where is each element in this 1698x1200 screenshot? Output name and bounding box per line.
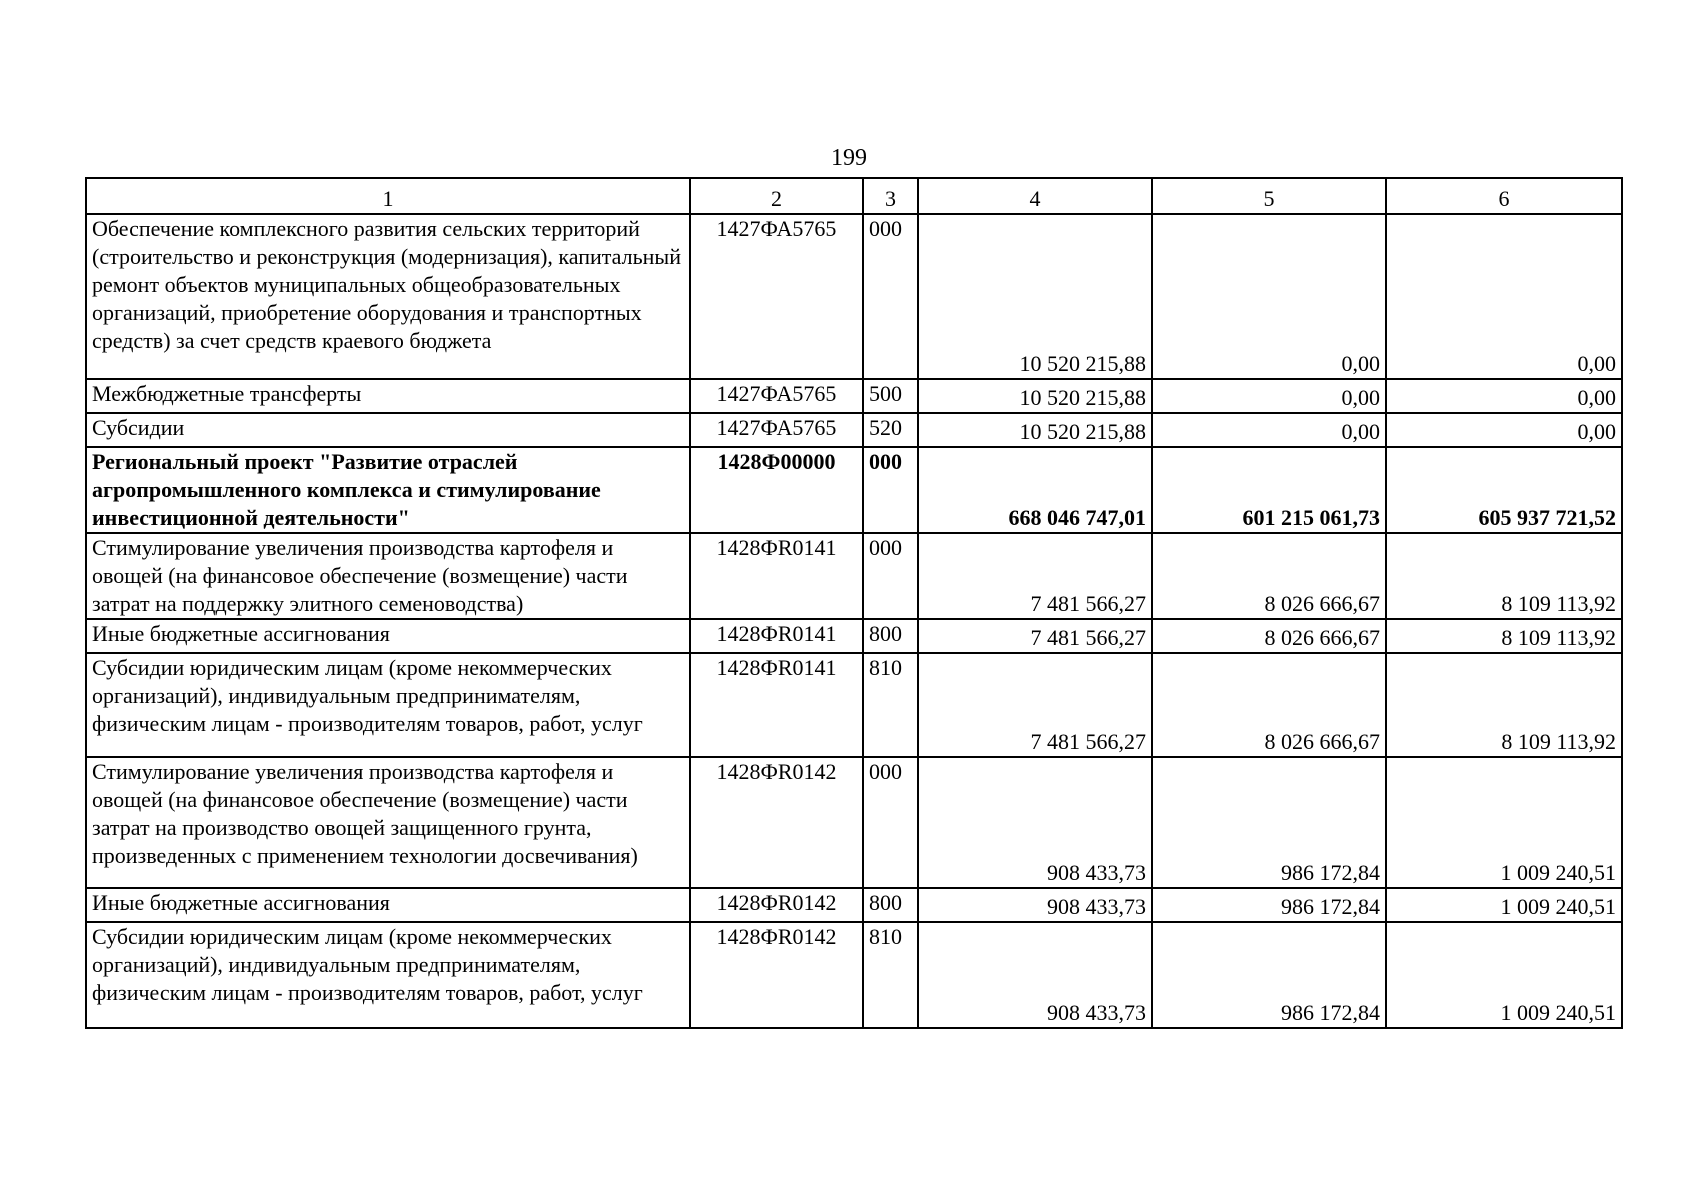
row-amount-col5: 8 026 666,67 — [1152, 619, 1386, 653]
row-amount-col4: 10 520 215,88 — [918, 214, 1152, 379]
row-amount-col5: 8 026 666,67 — [1152, 533, 1386, 619]
table-header — [86, 178, 1622, 214]
row-amount-col6: 1 009 240,51 — [1386, 888, 1622, 922]
row-amount-col6: 1 009 240,51 — [1386, 757, 1622, 888]
header-row — [86, 178, 1622, 214]
row-amount-col5: 0,00 — [1152, 413, 1386, 447]
column-header-type: 3 — [863, 178, 918, 214]
row-code: 1428ФR0141 — [690, 533, 863, 619]
row-expense-type: 000 — [863, 533, 918, 619]
row-amount-col6: 605 937 721,52 — [1386, 447, 1622, 533]
table-row — [86, 214, 1622, 379]
row-amount-col6: 0,00 — [1386, 214, 1622, 379]
table-row — [86, 922, 1622, 1028]
row-amount-col5: 986 172,84 — [1152, 757, 1386, 888]
row-expense-type: 000 — [863, 214, 918, 379]
table-row — [86, 888, 1622, 922]
row-amount-col4: 7 481 566,27 — [918, 619, 1152, 653]
table-row — [86, 757, 1622, 888]
row-amount-col5: 986 172,84 — [1152, 922, 1386, 1028]
row-code: 1427ФА5765 — [690, 413, 863, 447]
table-row — [86, 653, 1622, 757]
column-header-year1: 4 — [918, 178, 1152, 214]
row-code: 1428ФR0142 — [690, 888, 863, 922]
row-amount-col4: 668 046 747,01 — [918, 447, 1152, 533]
page-number: 199 — [831, 145, 867, 171]
row-amount-col6: 8 109 113,92 — [1386, 533, 1622, 619]
row-amount-col4: 10 520 215,88 — [918, 413, 1152, 447]
row-expense-type: 000 — [863, 757, 918, 888]
row-expense-type: 500 — [863, 379, 918, 413]
column-header-name: 1 — [86, 178, 690, 214]
row-amount-col5: 0,00 — [1152, 214, 1386, 379]
column-header-year2: 5 — [1152, 178, 1386, 214]
table-row — [86, 413, 1622, 447]
row-expense-type: 800 — [863, 619, 918, 653]
row-amount-col4: 908 433,73 — [918, 757, 1152, 888]
row-name: Субсидии юридическим лицам (кроме некоммерческих организаций), индивидуальным предпринимателям, физическим лицам - производителям товаров, работ, услуг — [86, 922, 690, 1028]
row-name: Региональный проект "Развитие отраслей агропромышленного комплекса и стимулирование инвестиционной деятельности" — [86, 447, 690, 533]
row-amount-col5: 8 026 666,67 — [1152, 653, 1386, 757]
row-amount-col6: 0,00 — [1386, 413, 1622, 447]
row-name: Субсидии — [86, 413, 690, 447]
row-amount-col5: 601 215 061,73 — [1152, 447, 1386, 533]
row-expense-type: 810 — [863, 922, 918, 1028]
row-amount-col4: 908 433,73 — [918, 888, 1152, 922]
row-amount-col6: 8 109 113,92 — [1386, 619, 1622, 653]
row-name: Субсидии юридическим лицам (кроме некоммерческих организаций), индивидуальным предпринимателям, физическим лицам - производителям товаров, работ, услуг — [86, 653, 690, 757]
row-name: Иные бюджетные ассигнования — [86, 888, 690, 922]
row-code: 1428ФR0142 — [690, 757, 863, 888]
row-name: Иные бюджетные ассигнования — [86, 619, 690, 653]
row-code: 1428ФR0141 — [690, 653, 863, 757]
row-amount-col4: 7 481 566,27 — [918, 653, 1152, 757]
row-expense-type: 800 — [863, 888, 918, 922]
row-code: 1427ФА5765 — [690, 214, 863, 379]
row-expense-type: 000 — [863, 447, 918, 533]
row-amount-col4: 7 481 566,27 — [918, 533, 1152, 619]
row-amount-col4: 10 520 215,88 — [918, 379, 1152, 413]
table-body — [86, 214, 1622, 1028]
row-amount-col6: 1 009 240,51 — [1386, 922, 1622, 1028]
row-name: Обеспечение комплексного развития сельских территорий (строительство и реконструкция (модернизация), капитальный ремонт объектов муниципальных общеобразовательных организаций, приобретение оборудования и транспортных средств) за счет средств краевого бюджета — [86, 214, 690, 379]
row-amount-col6: 0,00 — [1386, 379, 1622, 413]
row-amount-col6: 8 109 113,92 — [1386, 653, 1622, 757]
table-row — [86, 533, 1622, 619]
row-amount-col4: 908 433,73 — [918, 922, 1152, 1028]
column-header-code: 2 — [690, 178, 863, 214]
row-expense-type: 810 — [863, 653, 918, 757]
table-row — [86, 447, 1622, 533]
row-name: Стимулирование увеличения производства картофеля и овощей (на финансовое обеспечение (возмещение) части затрат на поддержку элитного семеноводства) — [86, 533, 690, 619]
table-row — [86, 379, 1622, 413]
column-header-year3: 6 — [1386, 178, 1622, 214]
row-name: Стимулирование увеличения производства картофеля и овощей (на финансовое обеспечение (возмещение) части затрат на производство овощей защищенного грунта, произведенных с применением технологии досвечивания) — [86, 757, 690, 888]
row-code: 1427ФА5765 — [690, 379, 863, 413]
table-row — [86, 619, 1622, 653]
row-code: 1428Ф00000 — [690, 447, 863, 533]
row-name: Межбюджетные трансферты — [86, 379, 690, 413]
budget-table — [85, 177, 1623, 1029]
row-amount-col5: 986 172,84 — [1152, 888, 1386, 922]
row-code: 1428ФR0142 — [690, 922, 863, 1028]
row-expense-type: 520 — [863, 413, 918, 447]
row-code: 1428ФR0141 — [690, 619, 863, 653]
row-amount-col5: 0,00 — [1152, 379, 1386, 413]
